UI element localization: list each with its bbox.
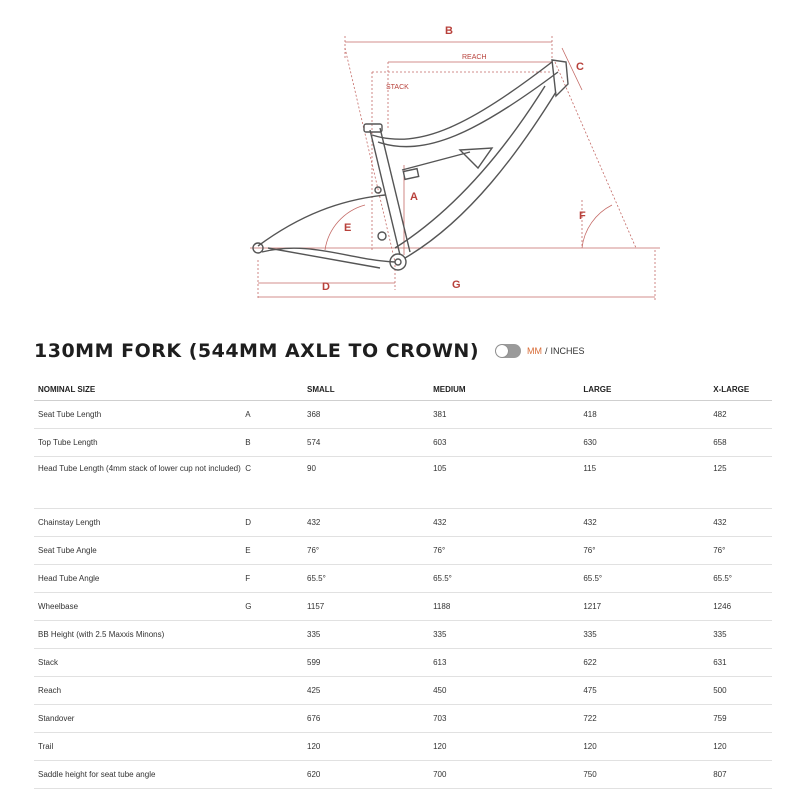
value-medium: 432 bbox=[429, 509, 579, 537]
header-small: SMALL bbox=[303, 378, 429, 401]
dim-label-g: G bbox=[452, 279, 461, 291]
measure-name: Reach bbox=[34, 677, 241, 705]
unit-toggle[interactable] bbox=[495, 344, 585, 358]
measure-code bbox=[241, 733, 303, 761]
measure-code bbox=[241, 705, 303, 733]
value-small: 1157 bbox=[303, 593, 429, 621]
table-row bbox=[34, 565, 772, 593]
table-row bbox=[34, 705, 772, 733]
measure-code: C bbox=[241, 457, 303, 509]
measure-name: Chainstay Length bbox=[34, 509, 241, 537]
measure-name: BB Height (with 2.5 Maxxis Minons) bbox=[34, 621, 241, 649]
dimension-labels bbox=[322, 25, 586, 293]
value-large: 622 bbox=[579, 649, 709, 677]
measure-name: Seat Tube Angle bbox=[34, 537, 241, 565]
value-small: 76° bbox=[303, 537, 429, 565]
measure-name: Top Tube Length bbox=[34, 429, 241, 457]
value-small: 425 bbox=[303, 677, 429, 705]
value-small: 65.5° bbox=[303, 565, 429, 593]
measure-code: F bbox=[241, 565, 303, 593]
table-row bbox=[34, 429, 772, 457]
bike-frame bbox=[253, 60, 568, 270]
value-x-large: 432 bbox=[709, 509, 772, 537]
measure-code bbox=[241, 649, 303, 677]
value-small: 574 bbox=[303, 429, 429, 457]
value-x-large: 1246 bbox=[709, 593, 772, 621]
unit-inches-label[interactable]: INCHES bbox=[550, 346, 585, 356]
frame-geometry-diagram bbox=[0, 0, 800, 320]
measure-name: Trail bbox=[34, 733, 241, 761]
value-small: 432 bbox=[303, 509, 429, 537]
value-medium: 613 bbox=[429, 649, 579, 677]
value-small: 335 bbox=[303, 621, 429, 649]
value-x-large: 631 bbox=[709, 649, 772, 677]
dimension-lines bbox=[250, 36, 660, 300]
value-x-large: 658 bbox=[709, 429, 772, 457]
value-x-large: 759 bbox=[709, 705, 772, 733]
value-small: 620 bbox=[303, 761, 429, 789]
value-x-large: 125 bbox=[709, 457, 772, 509]
measure-code: A bbox=[241, 401, 303, 429]
header-medium: MEDIUM bbox=[429, 378, 579, 401]
value-small: 676 bbox=[303, 705, 429, 733]
value-large: 115 bbox=[579, 457, 709, 509]
table-row bbox=[34, 509, 772, 537]
fork-title: 130MM FORK (544MM AXLE TO CROWN) bbox=[34, 340, 480, 362]
geometry-table bbox=[34, 378, 772, 789]
measure-code: D bbox=[241, 509, 303, 537]
dim-label-e: E bbox=[344, 222, 352, 234]
value-large: 335 bbox=[579, 621, 709, 649]
value-large: 722 bbox=[579, 705, 709, 733]
value-medium: 120 bbox=[429, 733, 579, 761]
value-large: 630 bbox=[579, 429, 709, 457]
value-small: 90 bbox=[303, 457, 429, 509]
measure-code: G bbox=[241, 593, 303, 621]
table-row bbox=[34, 457, 772, 509]
table-row bbox=[34, 401, 772, 429]
header-large: LARGE bbox=[579, 378, 709, 401]
value-medium: 450 bbox=[429, 677, 579, 705]
value-medium: 703 bbox=[429, 705, 579, 733]
unit-separator: / bbox=[545, 346, 548, 356]
value-x-large: 500 bbox=[709, 677, 772, 705]
dim-label-d: D bbox=[322, 281, 330, 293]
table-row bbox=[34, 537, 772, 565]
measure-name: Stack bbox=[34, 649, 241, 677]
value-large: 475 bbox=[579, 677, 709, 705]
value-small: 120 bbox=[303, 733, 429, 761]
header-nominal-size: NOMINAL SIZE bbox=[34, 378, 241, 401]
unit-mm-label[interactable]: MM bbox=[527, 346, 543, 356]
value-x-large: 65.5° bbox=[709, 565, 772, 593]
value-medium: 335 bbox=[429, 621, 579, 649]
value-x-large: 335 bbox=[709, 621, 772, 649]
value-large: 1217 bbox=[579, 593, 709, 621]
dim-label-reach: REACH bbox=[462, 54, 487, 61]
value-x-large: 807 bbox=[709, 761, 772, 789]
measure-code: B bbox=[241, 429, 303, 457]
header-x-large: X-LARGE bbox=[709, 378, 772, 401]
value-large: 432 bbox=[579, 509, 709, 537]
value-small: 599 bbox=[303, 649, 429, 677]
dim-label-f: F bbox=[579, 210, 586, 222]
measure-name: Standover bbox=[34, 705, 241, 733]
table-header-row bbox=[34, 378, 772, 401]
value-large: 750 bbox=[579, 761, 709, 789]
table-row bbox=[34, 649, 772, 677]
value-large: 120 bbox=[579, 733, 709, 761]
value-medium: 1188 bbox=[429, 593, 579, 621]
measure-code bbox=[241, 761, 303, 789]
dim-label-c: C bbox=[576, 61, 584, 73]
dim-label-a: A bbox=[410, 191, 418, 203]
measure-code: E bbox=[241, 537, 303, 565]
table-row bbox=[34, 733, 772, 761]
table-row bbox=[34, 761, 772, 789]
unit-toggle-switch[interactable] bbox=[495, 344, 521, 358]
value-medium: 76° bbox=[429, 537, 579, 565]
value-large: 418 bbox=[579, 401, 709, 429]
table-heading-row bbox=[34, 336, 774, 366]
measure-name: Seat Tube Length bbox=[34, 401, 241, 429]
value-small: 368 bbox=[303, 401, 429, 429]
value-medium: 603 bbox=[429, 429, 579, 457]
value-medium: 65.5° bbox=[429, 565, 579, 593]
value-x-large: 120 bbox=[709, 733, 772, 761]
measure-name: Head Tube Angle bbox=[34, 565, 241, 593]
value-large: 76° bbox=[579, 537, 709, 565]
value-medium: 700 bbox=[429, 761, 579, 789]
value-x-large: 76° bbox=[709, 537, 772, 565]
measure-code bbox=[241, 677, 303, 705]
measure-name: Head Tube Length (4mm stack of lower cup not included) bbox=[34, 457, 241, 509]
toggle-knob bbox=[496, 345, 508, 357]
header-code bbox=[241, 378, 303, 401]
table-body bbox=[34, 401, 772, 789]
dim-label-b: B bbox=[445, 25, 453, 37]
table-row bbox=[34, 593, 772, 621]
measure-name: Saddle height for seat tube angle bbox=[34, 761, 241, 789]
table-row bbox=[34, 621, 772, 649]
value-medium: 105 bbox=[429, 457, 579, 509]
dim-label-stack: STACK bbox=[386, 84, 409, 91]
measure-code bbox=[241, 621, 303, 649]
value-medium: 381 bbox=[429, 401, 579, 429]
measure-name: Wheelbase bbox=[34, 593, 241, 621]
table-row bbox=[34, 677, 772, 705]
value-large: 65.5° bbox=[579, 565, 709, 593]
value-x-large: 482 bbox=[709, 401, 772, 429]
